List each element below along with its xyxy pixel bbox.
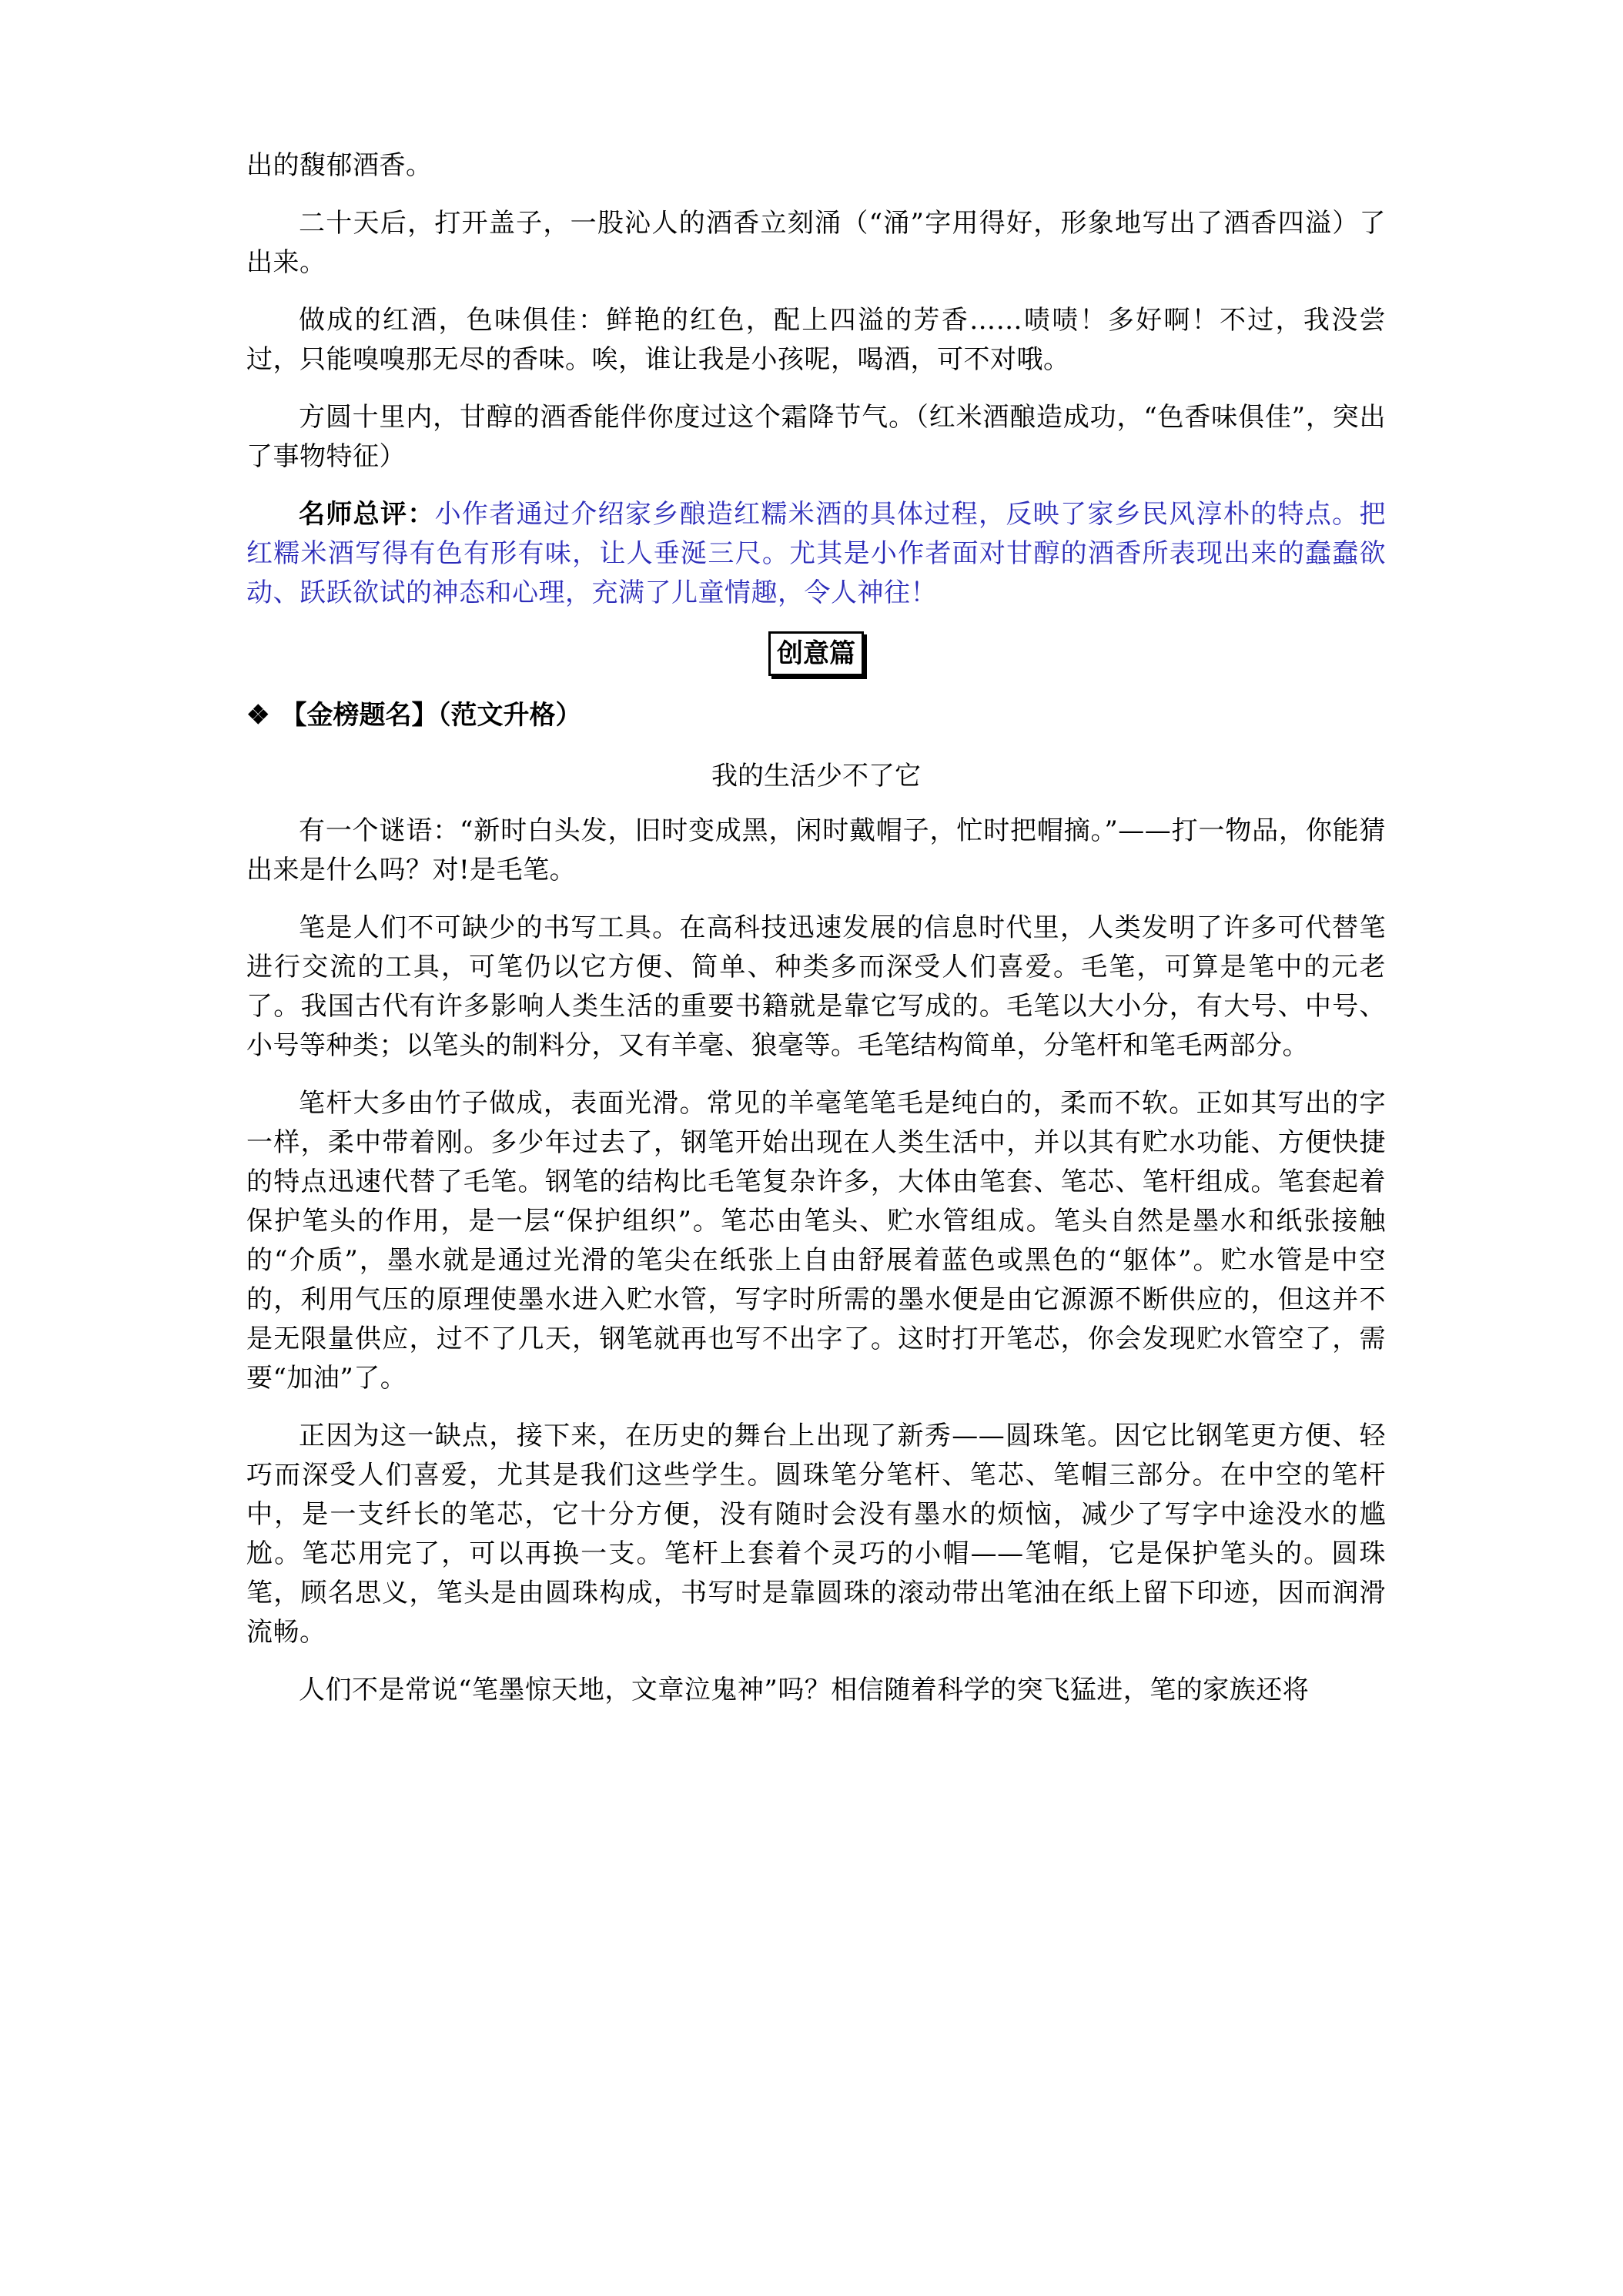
essay-paragraph-ballpoint: 正因为这一缺点，接下来，在历史的舞台上出现了新秀——圆珠笔。因它比钢笔更方便、轻巧而深受人们喜爱，尤其是我们这些学生。圆珠笔分笔杆、笔芯、笔帽三部分。在中空的笔杆中，是一支纤长的笔芯，它十分方便，没有随时会没有墨水的烦恼，减少了写字中途没水的尴尬。笔芯用完了，可以再换一支。笔杆上套着个灵巧的小帽——笔帽，它是保护笔头的。圆珠笔，顾名思义，笔头是由圆珠构成，书写时是靠圆珠的滚动带出笔油在纸上留下印迹，因而润滑流畅。	[246, 1421, 1386, 1648]
document-page	[246, 146, 1386, 1729]
essay-paragraph-brush: 笔是人们不可缺少的书写工具。在高科技迅速发展的信息时代里，人类发明了许多可代替笔进行交流的工具，可笔仍以它方便、简单、种类多而深受人们喜爱。毛笔，可算是笔中的元老了。我国古代有许多影响人类生活的重要书籍就是靠它写成的。毛笔以大小分，有大号、中号、小号等种类；以笔头的制料分，又有羊毫、狼毫等。毛笔结构简单，分笔杆和笔毛两部分。	[246, 912, 1386, 1062]
essay-title: 我的生活少不了它	[711, 761, 921, 792]
bullet-heading-text: 【金榜题名】（范文升格）	[280, 700, 582, 731]
paragraph-opening-lid: 二十天后，打开盖子，一股沁人的酒香立刻涌（“涌”字用得好，形象地写出了酒香四溢）了出来。	[246, 208, 1386, 278]
bullet-heading	[246, 696, 1386, 735]
teacher-comment	[246, 495, 1386, 613]
section-header	[246, 631, 1386, 676]
essay-paragraph-riddle: 有一个谜语：“新时白头发，旧时变成黑，闲时戴帽子，忙时把帽摘。”——打一物品，你能猜出来是什么吗？对!是毛笔。	[246, 815, 1386, 886]
teacher-comment-label: 名师总评：	[299, 499, 435, 530]
diamond-bullet-icon: ❖	[246, 700, 270, 731]
section-box-title: 创意篇	[768, 631, 864, 676]
teacher-comment-body: 小作者通过介绍家乡酿造红糯米酒的具体过程，反映了家乡民风淳朴的特点。把红糯米酒写得有色有形有味，让人垂涎三尺。尤其是小作者面对甘醇的酒香所表现出来的蠢蠢欲动、跃跃欲试的神态和心理，充满了儿童情趣，令人神往！	[246, 499, 1387, 608]
essay-paragraph-fountain-pen: 笔杆大多由竹子做成，表面光滑。常见的羊毫笔笔毛是纯白的，柔而不软。正如其写出的字一样，柔中带着刚。多少年过去了，钢笔开始出现在人类生活中，并以其有贮水功能、方便快捷的特点迅速代替了毛笔。钢笔的结构比毛笔复杂许多，大体由笔套、笔芯、笔杆组成。笔套起着保护笔头的作用，是一层“保护组织”。笔芯由笔头、贮水管组成。笔头自然是墨水和纸张接触的“介质”，墨水就是通过光滑的笔尖在纸张上自由舒展着蓝色或黑色的“躯体”。贮水管是中空的，利用气压的原理使墨水进入贮水管，写字时所需的墨水便是由它源源不断供应的，但这并不是无限量供应，过不了几天，钢笔就再也写不出字了。这时打开笔芯，你会发现贮水管空了，需要“加油”了。	[246, 1088, 1386, 1394]
paragraph-finished-wine: 做成的红酒，色味俱佳：鲜艳的红色，配上四溢的芳香……啧啧！多好啊！不过，我没尝过，只能嗅嗅那无尽的香味。唉，谁让我是小孩呢，喝酒，可不对哦。	[246, 305, 1386, 375]
paragraph-continuation: 出的馥郁酒香。	[246, 150, 433, 181]
paragraph-wine-aroma: 方圆十里内，甘醇的酒香能伴你度过这个霜降节气。（红米酒酿造成功，“色香味俱佳”，突出了事物特征）	[246, 402, 1386, 472]
essay-paragraph-closing: 人们不是常说“笔墨惊天地，文章泣鬼神”吗？相信随着科学的突飞猛进，笔的家族还将	[299, 1675, 1310, 1706]
